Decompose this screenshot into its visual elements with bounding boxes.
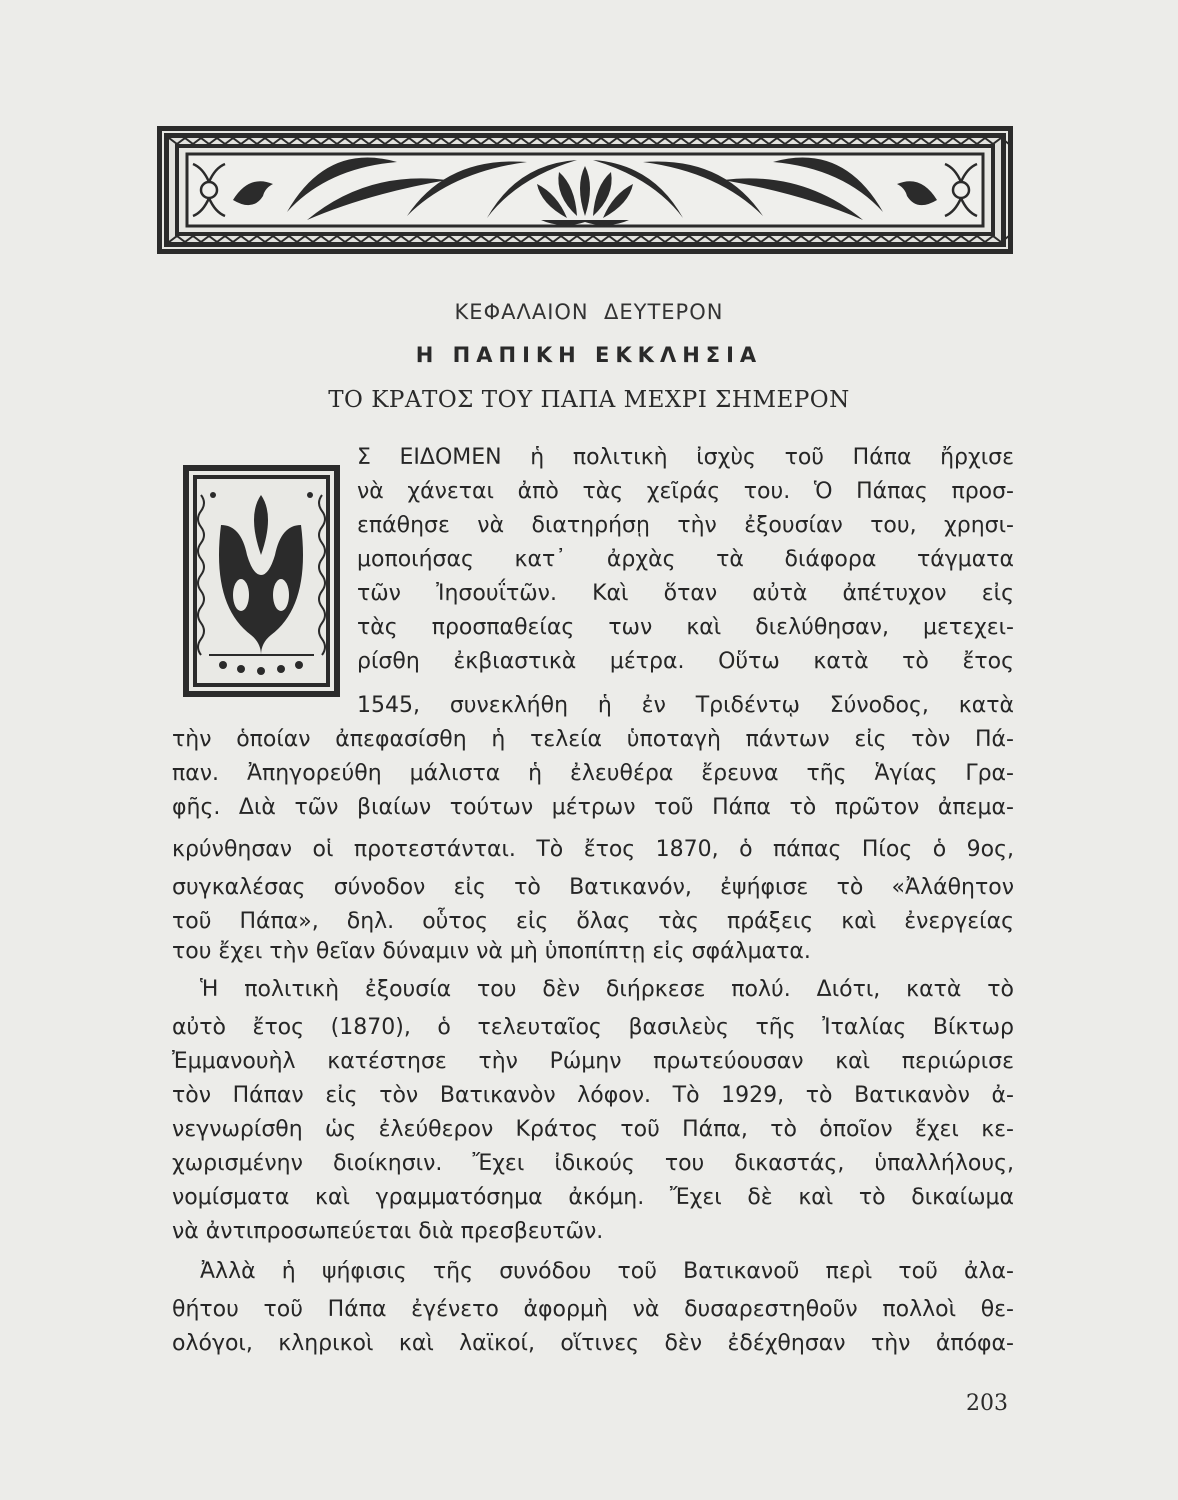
ornamental-header-banner [157, 126, 1013, 254]
body-line: Ἡ πολιτικὴ ἐξουσία του δὲν διήρκεσε πολύ. Διότι, κατὰ τὸ [200, 977, 1014, 1002]
body-line: παν. Ἀπηγορεύθη μάλιστα ἡ ἐλευθέρα ἔρευνα τῆς Ἁγίας Γρα- [172, 761, 1014, 786]
body-line: μοποιήσας κατ᾽ ἀρχὰς τὰ διάφορα τάγματα [357, 547, 1014, 572]
body-line: νομίσματα καὶ γραμματόσημα ἀκόμη. Ἔχει δὲ καὶ τὸ δικαίωμα [172, 1185, 1014, 1210]
body-line: τῶν Ἰησουΐτῶν. Καὶ ὅταν αὐτὰ ἀπέτυχον εἰς [357, 581, 1014, 606]
body-line: χωρισμένην διοίκησιν. Ἔχει ἰδικούς του δικαστάς, ὑπαλλήλους, [172, 1151, 1014, 1176]
body-line: θήτου τοῦ Πάπα ἐγένετο ἀφορμὴ νὰ δυσαρεστηθοῦν πολλοὶ θε- [172, 1297, 1014, 1322]
body-line: κρύνθησαν οἱ προτεστάνται. Τὸ ἔτος 1870, ὁ πάπας Πίος ὁ 9ος, [172, 837, 1014, 862]
body-line: Σ ΕΙΔΟΜΕΝ ἡ πολιτικὴ ἰσχὺς τοῦ Πάπα ἤρχισε [357, 445, 1014, 470]
body-line: ολόγοι, κληρικοὶ καὶ λαϊκοί, οἵτινες δὲν ἐδέχθησαν τὴν ἀπόφα- [172, 1331, 1014, 1356]
body-line: του ἔχει τὴν θεῖαν δύναμιν νὰ μὴ ὑποπίπτῃ εἰς σφάλματα. [172, 939, 811, 964]
body-line: συγκαλέσας σύνοδον εἰς τὸ Βατικανόν, ἐψήφισε τὸ «Ἀλάθητον [172, 875, 1014, 900]
body-line: νεγνωρίσθη ὡς ἐλεύθερον Κράτος τοῦ Πάπα, τὸ ὁποῖον ἔχει κε- [172, 1117, 1014, 1142]
body-line: ρίσθη ἐκβιαστικὰ μέτρα. Οὕτω κατὰ τὸ ἔτος [357, 649, 1014, 674]
page-number: 203 [966, 1391, 1008, 1416]
body-line: 1545, συνεκλήθη ἡ ἐν Τριδέντῳ Σύνοδος, κατὰ [357, 693, 1014, 718]
chapter-title: Η ΠΑΠΙΚΗ ΕΚΚΛΗΣΙΑ [415, 343, 763, 367]
body-line: νὰ ἀντιπροσωπεύεται διὰ πρεσβευτῶν. [172, 1219, 604, 1244]
body-line: τὰς προσπαθείας των καὶ διελύθησαν, μετεχει- [357, 615, 1014, 640]
body-line: επάθησε νὰ διατηρήσῃ τὴν ἐξουσίαν του, χρησι- [357, 513, 1014, 538]
chapter-label: ΚΕΦΑΛΑΙΟΝ ΔΕΥΤΕΡΟΝ [454, 300, 724, 324]
body-line: νὰ χάνεται ἀπὸ τὰς χεῖράς του. Ὁ Πάπας προσ- [357, 479, 1014, 504]
decorated-initial-omega [183, 465, 340, 697]
body-line: τὸν Πάπαν εἰς τὸν Βατικανὸν λόφον. Τὸ 1929, τὸ Βατικανὸν ἀ- [172, 1083, 1014, 1108]
body-line: αὐτὸ ἔτος (1870), ὁ τελευταῖος βασιλεὺς τῆς Ἰταλίας Βίκτωρ [172, 1015, 1014, 1040]
body-line: φῆς. Διὰ τῶν βιαίων τούτων μέτρων τοῦ Πάπα τὸ πρῶτον ἀπεμα- [172, 795, 1014, 820]
body-line: τοῦ Πάπα», δηλ. οὗτος εἰς ὅλας τὰς πράξεις καὶ ἐνεργείας [172, 909, 1014, 934]
chapter-subtitle: ΤΟ ΚΡΑΤΟΣ ΤΟΥ ΠΑΠΑ ΜΕΧΡΙ ΣΗΜΕΡΟΝ [328, 387, 850, 413]
body-line: Ἐμμανουὴλ κατέστησε τὴν Ρώμην πρωτεύουσαν καὶ περιώρισε [172, 1049, 1014, 1074]
body-line: Ἀλλὰ ἡ ψήφισις τῆς συνόδου τοῦ Βατικανοῦ περὶ τοῦ ἀλα- [200, 1259, 1014, 1284]
body-line: τὴν ὁποίαν ἀπεφασίσθη ἡ τελεία ὑποταγὴ πάντων εἰς τὸν Πά- [172, 727, 1014, 752]
